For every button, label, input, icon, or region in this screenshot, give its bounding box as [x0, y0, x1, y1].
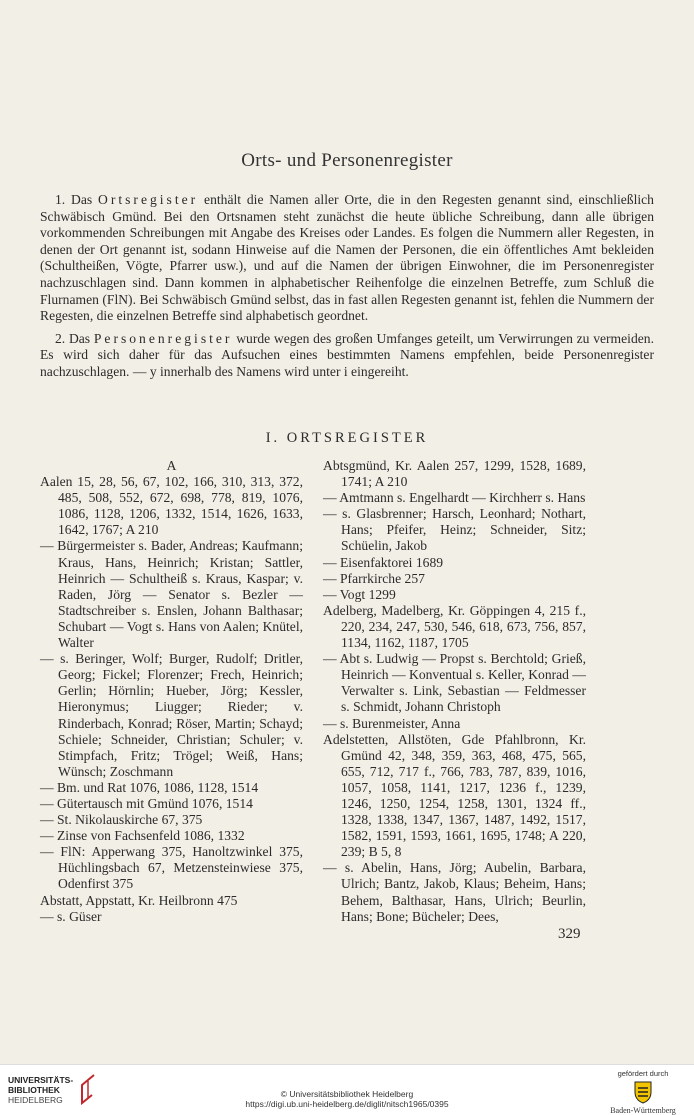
index-entry: — St. Nikolauskirche 67, 375 — [40, 812, 203, 828]
index-entry: — Eisenfaktorei 1689 — [323, 554, 444, 570]
index-entry: — s. Abelin, Hans, Jörg; Aubelin, Barbara, Ulrich; Bantz, Jakob, Klaus; Beheim, Hans; Behem, Balthasar, Hans, Ulrich; Beurlin, Hans; Bone; Bücheler; Dees, — [323, 860, 586, 924]
intro-p2-number: 2. Das — [55, 330, 91, 346]
sponsor-name: Baden-Württemberg — [610, 1106, 676, 1115]
index-entry: — Bm. und Rat 1076, 1086, 1128, 1514 — [40, 779, 259, 795]
copyright-block — [0, 1089, 694, 1109]
intro-paragraph-2 — [40, 331, 654, 381]
crest-icon — [633, 1080, 653, 1104]
intro-p2-body: wurde wegen des großen Umfanges geteilt, um Verwirrungen zu vermeiden. Es wird sich daher für das Aufsuchen eines bestimmten Namens empfehlen, beide Personenregister nachzuschlagen. — y innerhalb des Namens wird unter i eingereiht. — [40, 330, 654, 379]
index-entry: — Pfarrkirche 257 — [323, 570, 425, 586]
intro-paragraph-1 — [40, 192, 654, 325]
index-entry: Adelberg, Madelberg, Kr. Göppingen 4, 215 f., 220, 234, 247, 530, 546, 618, 673, 756, 857, 1134, 1162, 1187, 1705 — [323, 602, 586, 651]
page-title: Orts- und Personenregister — [241, 150, 453, 171]
intro-p1-body: enthält die Namen aller Orte, die in den Regesten genannt sind, einschließlich Schwäbisch Gmünd. Bei den Ortsnamen steht zunächst die heute übliche Schreibung, dann alle übrigen vorkommenden Schreibungen mit Angabe des Kreises oder Landes. Es folgen die Nummern aller Regesten, in denen der Ort genannt ist, sodann Hinweise auf die Namen der Personen, die ein öffentliches Amt bekleiden (Schultheißen, Vögte, Pfarrer usw.), und auf die Namen der übrigen Einwohner, die im Personenregister nachzuschlagen sind. Dann kommen in alphabetischer Reihenfolge die einzelnen Betreffe, zum Schluß die Flurnamen (FlN). Bei Schwäbisch Gmünd selbst, das in fast allen Regesten genannt ist, fehlen die Nummern der Regesten, die einzelnen Betreffe sind alphabetisch geordnet. — [40, 192, 654, 324]
index-entry: Adelstetten, Allstöten, Gde Pfahlbronn, Kr. Gmünd 42, 348, 359, 363, 468, 475, 565, 655, 712, 717 f., 766, 783, 787, 839, 1016, 1057, 1058, 1141, 1217, 1236 f., 1239, 1246, 1250, 1254, 1258, 1301, 1324 ff., 1328, 1338, 1347, 1367, 1487, 1492, 1517, 1582, 1591, 1593, 1661, 1695, 1748; A 220, 239; B 5, 8 — [323, 731, 586, 860]
section-title: I. ORTSREGISTER — [265, 430, 429, 446]
index-entry: — s. Glasbrenner; Harsch, Leonhard; Nothart, Hans; Pfeifer, Heinz; Schneider, Sitz; Schüelin, Jakob — [323, 506, 586, 554]
index-entry: Abtsgmünd, Kr. Aalen 257, 1299, 1528, 1689, 1741; A 210 — [323, 458, 586, 490]
intro-text — [40, 192, 654, 387]
sponsor-label: gefördert durch — [617, 1069, 669, 1078]
right-column — [323, 458, 586, 925]
library-name-line-1: UNIVERSITÄTS- — [8, 1075, 74, 1085]
sponsor-logo[interactable] — [598, 1069, 688, 1115]
index-entry: — Vogt 1299 — [323, 586, 396, 602]
index-entry: — Abt s. Ludwig — Propst s. Berchtold; Grieß, Heinrich — Konventual s. Keller, Konrad — Verwalter s. Link, Sebastian — Feldmesser s. Schmidt, Johann Christoph — [323, 651, 586, 715]
page-number: 329 — [558, 926, 581, 942]
index-entry: — FlN: Apperwang 375, Hanoltzwinkel 375, Hüchlingsbach 67, Metzensteinwiese 375, Odenfirst 375 — [40, 844, 303, 892]
index-entry: Abstatt, Appstatt, Kr. Heilbronn 475 — [40, 892, 238, 908]
intro-p2-term: Personenregister — [93, 330, 233, 346]
intro-p1-term: Ortsregister — [98, 192, 199, 207]
index-entry: — Zinse von Fachsenfeld 1086, 1332 — [40, 828, 245, 844]
permalink-url[interactable]: https://digi.ub.uni-heidelberg.de/diglit/nitsch1965/0395 — [245, 1099, 449, 1109]
index-entry: — Gütertausch mit Gmünd 1076, 1514 — [40, 795, 253, 811]
copyright-text: © Universitätsbibliothek Heidelberg — [280, 1089, 414, 1099]
index-entry: Aalen 15, 28, 56, 67, 102, 166, 310, 313, 372, 485, 508, 552, 672, 698, 778, 819, 1076, 1086, 1128, 1206, 1332, 1514, 1626, 1633, 1642, 1767; A 210 — [40, 474, 303, 538]
library-name-line-3: HEIDELBERG — [8, 1095, 63, 1105]
index-entry: — s. Beringer, Wolf; Burger, Rudolf; Dritler, Georg; Fickel; Florenzer; Frech, Heinrich; Gerlin; Hörnlin; Hueber, Jörg; Kessler, Hieronymus; Liugger; Rieder; v. Rinderbach, Konrad; Röser, Martin; Schayd; Schiele; Schneider, Christian; Schuler; v. Stimpfach, Fritz; Trögel; Weiß, Hans; Wünsch; Zoschmann — [40, 651, 303, 779]
letter-heading: A — [166, 458, 177, 473]
index-entry: — Bürgermeister s. Bader, Andreas; Kaufmann; Kraus, Hans, Heinrich; Kristan; Sattler, Heinrich — Schultheiß s. Kraus, Kaspar; v. Raden, Jörg — Senator s. Bezler — Stadtschreiber s. Enslen, Johann Balthasar; Schubart — Vogt s. Hans von Aalen; Knütel, Walter — [40, 538, 303, 651]
left-column — [40, 458, 303, 925]
intro-p1-number: 1. Das — [55, 192, 93, 207]
viewer-footer — [0, 1064, 694, 1115]
index-entry: — Amtmann s. Engelhardt — Kirchherr s. Hans — [323, 490, 586, 506]
index-entry: — s. Burenmeister, Anna — [323, 715, 461, 731]
index-entry: — s. Güser — [40, 908, 102, 924]
library-name-line-2: BIBLIOTHEK — [8, 1085, 60, 1095]
